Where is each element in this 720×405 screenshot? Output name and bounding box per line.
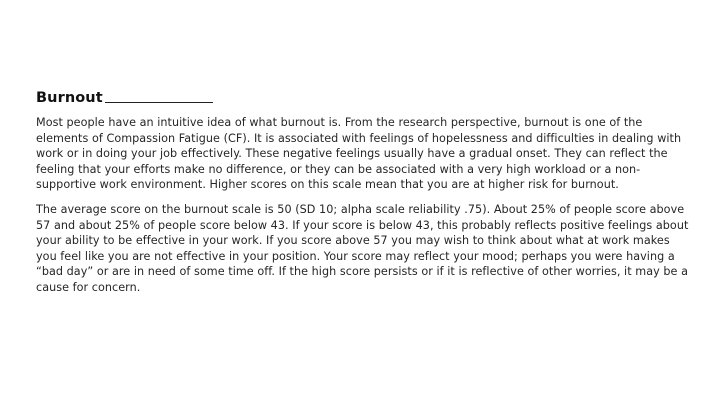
heading-underline-rule [105, 102, 213, 103]
paragraph-definition: Most people have an intuitive idea of what burnout is. From the research perspective, burnout is one of the elements of Compassion Fatigue (CF). It is associated with feelings of hopelessness and difficulties in dealing with work or in doing your job effectively. These negative feelings usually have a gradual onset. They can reflect the feeling that your efforts make no difference, or they can be associated with a very high workload or a non-supportive work environment. Higher scores on this scale mean that you are at higher risk for burnout. [36, 116, 682, 192]
section-title: Burnout [36, 90, 103, 106]
document-page [36, 86, 692, 305]
section-heading [36, 86, 692, 106]
paragraph-scoring: The average score on the burnout scale is 50 (SD 10; alpha scale reliability .75). About 25% of people score above 57 and about 25% of people score below 43. If your score is below 43, this probably reflects positive feelings about your ability to be effective in your work. If you score above 57 you may wish to think about what at work makes you feel like you are not effective in your position. Your score may reflect your mood; perhaps you were having a “bad day” or are in need of some time off. If the high score persists or if it is reflective of other worries, it may be a cause for concern. [36, 202, 689, 294]
